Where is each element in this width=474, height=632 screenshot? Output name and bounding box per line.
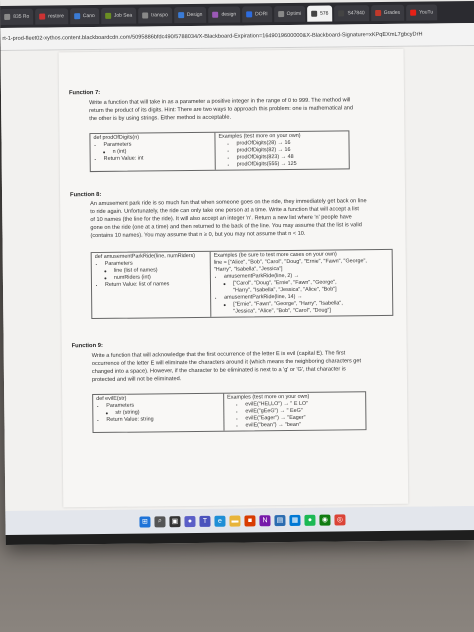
function-8-table: [91, 249, 394, 319]
browser-tab[interactable]: [35, 8, 68, 24]
text-line: the other is by using strings. Either method is acceptable.: [89, 114, 232, 123]
example-item: • evilE("Eager") → "Eager": [245, 414, 362, 422]
browser-tab[interactable]: [242, 6, 272, 22]
function-9-title: Function 9:: [71, 342, 103, 350]
tab-label: S47840: [347, 10, 365, 17]
pdf-viewer: [1, 46, 474, 511]
parameter-item: ◦ numRiders (int): [114, 274, 207, 282]
example-item: • prodOfDigits(28) → 16: [236, 139, 345, 147]
browser-tab[interactable]: [0, 9, 33, 25]
example-setup: "Harry", "Isabella", "Jessica"]: [213, 266, 283, 273]
function-7-table: [89, 130, 349, 172]
teams-icon[interactable]: T: [199, 515, 210, 526]
text-line: (contains 10 names). You may assume that n ≥ 0, but you may not assume that n < 10.: [90, 230, 306, 240]
tab-favicon-icon: [74, 13, 80, 19]
text-line: changed into a space). However, if the character to be eliminated is next to a 'g' or 'G', that character is: [91, 366, 346, 376]
example-setup: line = ["Alice", "Bob", "Carol", "Doug", "Ernie", "Fawn", "George",: [213, 258, 367, 266]
text-line: An amusement park ride is so much fun that when someone goes on the ride, they immediately get back on line: [90, 198, 367, 208]
tab-favicon-icon: [311, 11, 317, 17]
function-signature: def evilE(str): [96, 395, 127, 403]
examples-cell: [214, 131, 348, 169]
tab-label: DORI: [255, 11, 268, 18]
spotify-icon[interactable]: ●: [304, 514, 315, 525]
tab-label: Job Sea: [113, 12, 133, 19]
example-call: amusementParkRide(line, 14) →: [224, 293, 303, 301]
tab-label: Design: [186, 11, 203, 19]
tab-label: 576: [320, 10, 329, 17]
example-item: • prodOfDigits(823) → 48: [237, 153, 346, 161]
function-8-description: [90, 197, 402, 240]
example-item: • evilE("bean") → "bean": [245, 421, 362, 429]
examples-cell: [223, 392, 365, 430]
tab-label: Grades: [383, 9, 401, 16]
calendar-icon[interactable]: ▤: [274, 515, 285, 526]
browser-tab[interactable]: [138, 7, 172, 23]
tab-label: Optimi: [286, 10, 302, 17]
search-icon[interactable]: ⌕: [154, 516, 165, 527]
windows-start-icon[interactable]: ⊞: [139, 516, 150, 527]
text-line: gone on the ride (one at a time) and then returned to the back of the line. You may assume that the list is valid: [90, 222, 362, 232]
example-result: "Jessica", "Alice", "Bob", "Carol", "Doug"]: [233, 307, 331, 315]
tab-favicon-icon: [142, 12, 148, 18]
store-icon[interactable]: ▦: [289, 514, 300, 525]
text-line: occurrence of the letter E will eliminate the characters around it (which means the neighboring characters get: [91, 358, 362, 368]
example-result: ["Carol", "Doug", "Ernie", "Fawn", "George",: [232, 279, 337, 287]
tab-favicon-icon: [39, 14, 45, 20]
browser-tab[interactable]: [208, 6, 240, 22]
function-signature: def amusementParkRide(line, numRiders): [94, 252, 196, 261]
chrome-icon[interactable]: ◎: [334, 514, 345, 525]
function-signature: def prodOfDigits(n): [93, 134, 140, 142]
text-line: to ride again. Unfortunately, the ride can only take one person at a time. Write a function that will accept a list: [90, 206, 359, 216]
tab-label: YouTu: [419, 9, 434, 16]
task-view-icon[interactable]: ▣: [169, 516, 180, 527]
tab-label: transpo: [151, 12, 168, 19]
browser-tab[interactable]: [101, 8, 137, 24]
function-9-description: [92, 349, 404, 384]
examples-cell: [210, 250, 393, 317]
tab-favicon-icon: [278, 11, 284, 17]
parameters-label: Parameters: [106, 402, 135, 409]
text-line: protected and will not be eliminated.: [91, 376, 182, 384]
function-7-title: Function 7:: [68, 89, 101, 97]
browser-tab[interactable]: [70, 8, 99, 24]
tab-favicon-icon: [212, 12, 218, 18]
example-result: "Harry", "Isabella", "Jessica", "Alice", "Bob"]: [233, 286, 337, 294]
tab-label: Cano: [82, 13, 95, 20]
assignment-document: [59, 49, 409, 508]
tab-favicon-icon: [410, 10, 416, 16]
tab-label: 835 Ro: [13, 13, 30, 20]
browser-tab[interactable]: [174, 7, 207, 23]
browser-tab[interactable]: [406, 4, 437, 20]
function-9-table: [92, 391, 366, 433]
parameter-item: ◦ n (int): [113, 148, 212, 156]
xbox-icon[interactable]: ◉: [319, 514, 330, 525]
text-line: return the product of its digits. Hint: There are two ways to approach this problem: one is mathematical and: [89, 105, 354, 115]
tab-favicon-icon: [105, 13, 111, 19]
return-value: • Return Value: string: [106, 416, 220, 424]
signature-cell: [90, 133, 214, 171]
office-icon[interactable]: ■: [244, 515, 255, 526]
examples-header: Examples (test more on your own): [227, 393, 310, 401]
edge-icon[interactable]: e: [214, 515, 225, 526]
text-line: of 10 names (the line for the ride). It will also accept an integer 'n'. Return a new list where 'n' people have: [90, 214, 352, 224]
signature-cell: [92, 252, 211, 318]
tab-favicon-icon: [246, 11, 252, 17]
parameter-item: ◦ line (list of names): [114, 267, 207, 275]
tab-favicon-icon: [4, 14, 10, 20]
parameters-label: Parameters: [104, 260, 133, 267]
text-line: Write a function that will acknowledge that the first occurrence of the letter E is evil (capital E). The first: [91, 350, 346, 360]
tab-favicon-icon: [375, 10, 381, 16]
tab-label: design: [221, 11, 237, 18]
chat-icon[interactable]: ●: [184, 515, 195, 526]
example-item: • prodOfDigits(82) → 16: [237, 146, 346, 154]
examples-header: Examples (test more on your own): [218, 132, 301, 140]
folder-icon[interactable]: ▬: [229, 515, 240, 526]
function-8-title: Function 8:: [70, 191, 102, 199]
example-item: • evilE("gEeG") → " EeG": [245, 407, 362, 415]
address-url[interactable]: rt-1-prod-fleet02-xythos.content.blackboardcdn.com/5095886bfdc490/5788034/X-Blackboard-Expiration=1649019600000&X-Blackboard-Signature=xKPqEXmL7gbcyDrH: [2, 31, 423, 42]
browser-tab[interactable]: [274, 6, 306, 22]
return-value: • Return Value: list of names: [105, 281, 207, 289]
browser-tab[interactable]: [334, 5, 368, 21]
tab-label: restore: [48, 13, 64, 20]
signature-cell: [93, 394, 223, 432]
example-result: ["Ernie", "Fawn", "George", "Harry", "Isabella",: [233, 300, 343, 308]
tab-favicon-icon: [178, 12, 184, 18]
function-7-description: [89, 96, 399, 123]
tab-favicon-icon: [338, 10, 344, 16]
example-call: amusementParkRide(line, 2) →: [223, 272, 300, 280]
parameter-item: ◦ str (string): [115, 409, 220, 417]
parameters-label: Parameters: [103, 141, 132, 148]
examples-header: Examples (be sure to test more cases on your own): [213, 251, 337, 259]
return-value: • Return Value: int: [104, 155, 212, 163]
browser-tab[interactable]: [371, 5, 405, 21]
browser-tab[interactable]: [307, 6, 333, 22]
text-line: Write a function that will take in as a parameter a positive integer in the range of 0 to 999. The method will: [89, 97, 351, 107]
onenote-icon[interactable]: N: [259, 515, 270, 526]
example-item: • evilE("HELLO") → " E LO": [245, 400, 362, 408]
example-item: • prodOfDigits(555) → 125: [237, 160, 346, 168]
